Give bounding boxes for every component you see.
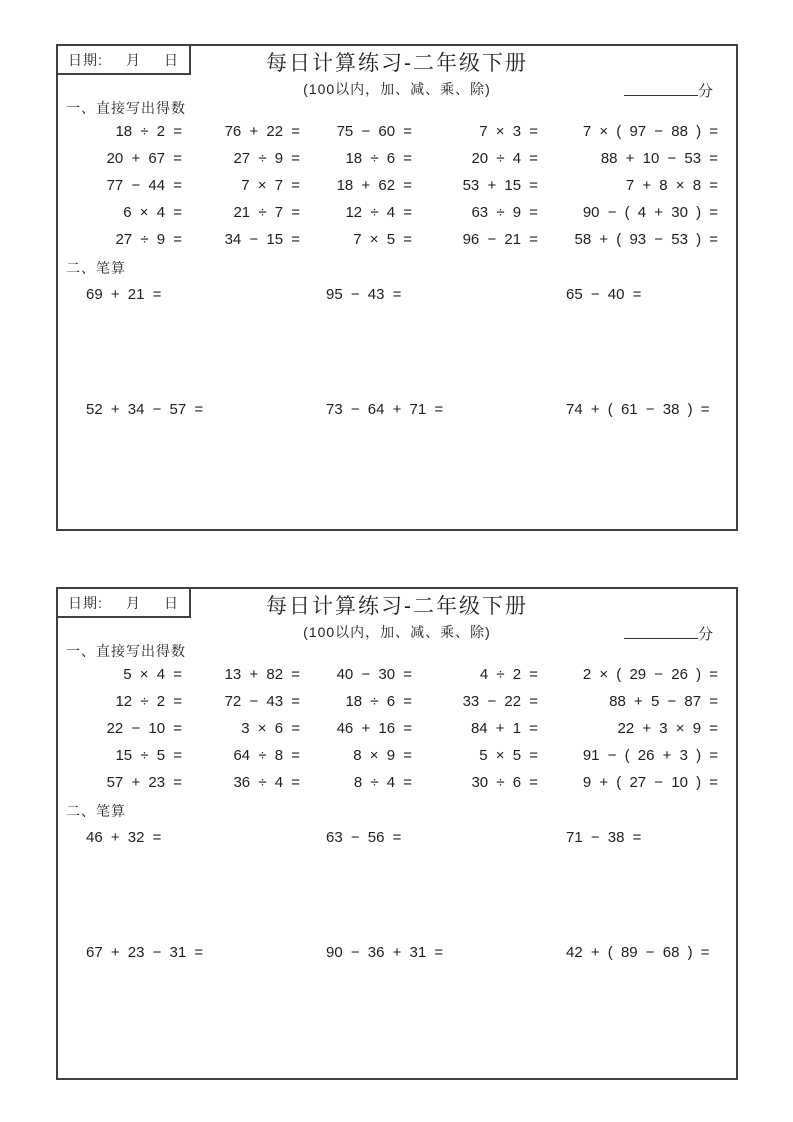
oral-problem: 7 × ( 97 − 88 ) = <box>582 123 718 140</box>
oral-problem: 88 + 5 − 87 = <box>609 693 718 710</box>
oral-problem: 88 + 10 − 53 = <box>600 150 718 167</box>
oral-problem: 18 ÷ 6 = <box>345 150 412 167</box>
oral-problem: 12 ÷ 4 = <box>345 204 412 221</box>
score-line <box>624 80 713 101</box>
score-blank-line <box>624 81 698 96</box>
written-problem: 95 − 43 = <box>326 286 402 303</box>
oral-problem: 27 ÷ 9 = <box>115 231 182 248</box>
month-label: 月 <box>125 594 141 611</box>
written-problem: 46 + 32 = <box>86 829 162 846</box>
oral-problem: 34 − 15 = <box>224 231 300 248</box>
oral-problem: 64 ÷ 8 = <box>233 747 300 764</box>
written-problem: 67 + 23 − 31 = <box>86 944 204 961</box>
oral-problem: 8 ÷ 4 = <box>353 774 412 791</box>
oral-problem: 8 × 9 = <box>353 747 412 764</box>
written-problems-row <box>58 829 736 847</box>
section-written-title: 二、笔算 <box>66 260 126 276</box>
oral-problem: 33 − 22 = <box>462 693 538 710</box>
written-problem: 71 − 38 = <box>566 829 642 846</box>
oral-problem: 5 × 5 = <box>479 747 538 764</box>
oral-problem: 7 + 8 × 8 = <box>625 177 718 194</box>
oral-problem: 9 + ( 27 − 10 ) = <box>582 774 718 791</box>
oral-problem: 6 × 4 = <box>123 204 182 221</box>
written-problem: 52 + 34 − 57 = <box>86 401 204 418</box>
written-problem: 73 − 64 + 71 = <box>326 401 444 418</box>
date-box <box>56 44 191 75</box>
written-problems-row <box>58 401 736 419</box>
oral-problem: 46 + 16 = <box>336 720 412 737</box>
oral-problem: 75 − 60 = <box>336 123 412 140</box>
oral-problem: 72 − 43 = <box>224 693 300 710</box>
date-label: 日期: <box>68 594 103 611</box>
oral-problem: 58 + ( 93 − 53 ) = <box>574 231 718 248</box>
oral-problem: 36 ÷ 4 = <box>233 774 300 791</box>
oral-problems-grid <box>58 118 736 253</box>
written-problem: 69 + 21 = <box>86 286 162 303</box>
worksheet-block-1 <box>56 44 738 531</box>
oral-problem: 27 ÷ 9 = <box>233 150 300 167</box>
oral-problem: 15 ÷ 5 = <box>115 747 182 764</box>
written-problem: 65 − 40 = <box>566 286 642 303</box>
score-unit-label: 分 <box>697 626 713 643</box>
oral-problem: 57 + 23 = <box>106 774 182 791</box>
oral-problem: 77 − 44 = <box>106 177 182 194</box>
section-oral-title: 一、直接写出得数 <box>66 643 186 659</box>
oral-problem: 7 × 3 = <box>479 123 538 140</box>
oral-problem: 2 × ( 29 − 26 ) = <box>582 666 718 683</box>
oral-problem: 5 × 4 = <box>123 666 182 683</box>
section-written-title: 二、笔算 <box>66 803 126 819</box>
oral-problem: 4 ÷ 2 = <box>479 666 538 683</box>
oral-problem: 63 ÷ 9 = <box>471 204 538 221</box>
score-line <box>624 623 713 644</box>
day-label: 日 <box>163 51 179 68</box>
worksheet-title: 每日计算练习-二年级下册 <box>266 595 528 618</box>
oral-problem: 7 × 7 = <box>241 177 300 194</box>
score-blank-line <box>624 624 698 639</box>
score-unit-label: 分 <box>697 83 713 100</box>
oral-problem: 22 + 3 × 9 = <box>617 720 718 737</box>
written-problem: 42 + ( 89 − 68 ) = <box>566 944 710 961</box>
oral-problem: 20 + 67 = <box>106 150 182 167</box>
oral-problem: 91 − ( 26 + 3 ) = <box>582 747 718 764</box>
worksheet-subtitle: (100以内，加、减、乘、除) <box>303 624 491 640</box>
written-problems-row <box>58 286 736 304</box>
oral-problem: 84 + 1 = <box>470 720 538 737</box>
month-label: 月 <box>125 51 141 68</box>
oral-problem: 53 + 15 = <box>462 177 538 194</box>
date-label: 日期: <box>68 51 103 68</box>
oral-problem: 12 ÷ 2 = <box>115 693 182 710</box>
oral-problem: 30 ÷ 6 = <box>471 774 538 791</box>
oral-problem: 3 × 6 = <box>241 720 300 737</box>
written-problem: 90 − 36 + 31 = <box>326 944 444 961</box>
oral-problem: 76 + 22 = <box>224 123 300 140</box>
day-label: 日 <box>163 594 179 611</box>
oral-problem: 18 + 62 = <box>336 177 412 194</box>
worksheet-block-2 <box>56 587 738 1080</box>
oral-problem: 7 × 5 = <box>353 231 412 248</box>
oral-problem: 40 − 30 = <box>336 666 412 683</box>
oral-problem: 13 + 82 = <box>224 666 300 683</box>
date-box <box>56 587 191 618</box>
oral-problems-grid <box>58 661 736 796</box>
oral-problem: 96 − 21 = <box>462 231 538 248</box>
worksheet-subtitle: (100以内，加、减、乘、除) <box>303 81 491 97</box>
section-oral-title: 一、直接写出得数 <box>66 100 186 116</box>
oral-problem: 18 ÷ 2 = <box>115 123 182 140</box>
oral-problem: 90 − ( 4 + 30 ) = <box>582 204 718 221</box>
written-problem: 63 − 56 = <box>326 829 402 846</box>
oral-problem: 20 ÷ 4 = <box>471 150 538 167</box>
written-problems-row <box>58 944 736 962</box>
oral-problem: 22 − 10 = <box>106 720 182 737</box>
worksheet-title: 每日计算练习-二年级下册 <box>266 52 528 75</box>
oral-problem: 21 ÷ 7 = <box>233 204 300 221</box>
written-problem: 74 + ( 61 − 38 ) = <box>566 401 710 418</box>
oral-problem: 18 ÷ 6 = <box>345 693 412 710</box>
